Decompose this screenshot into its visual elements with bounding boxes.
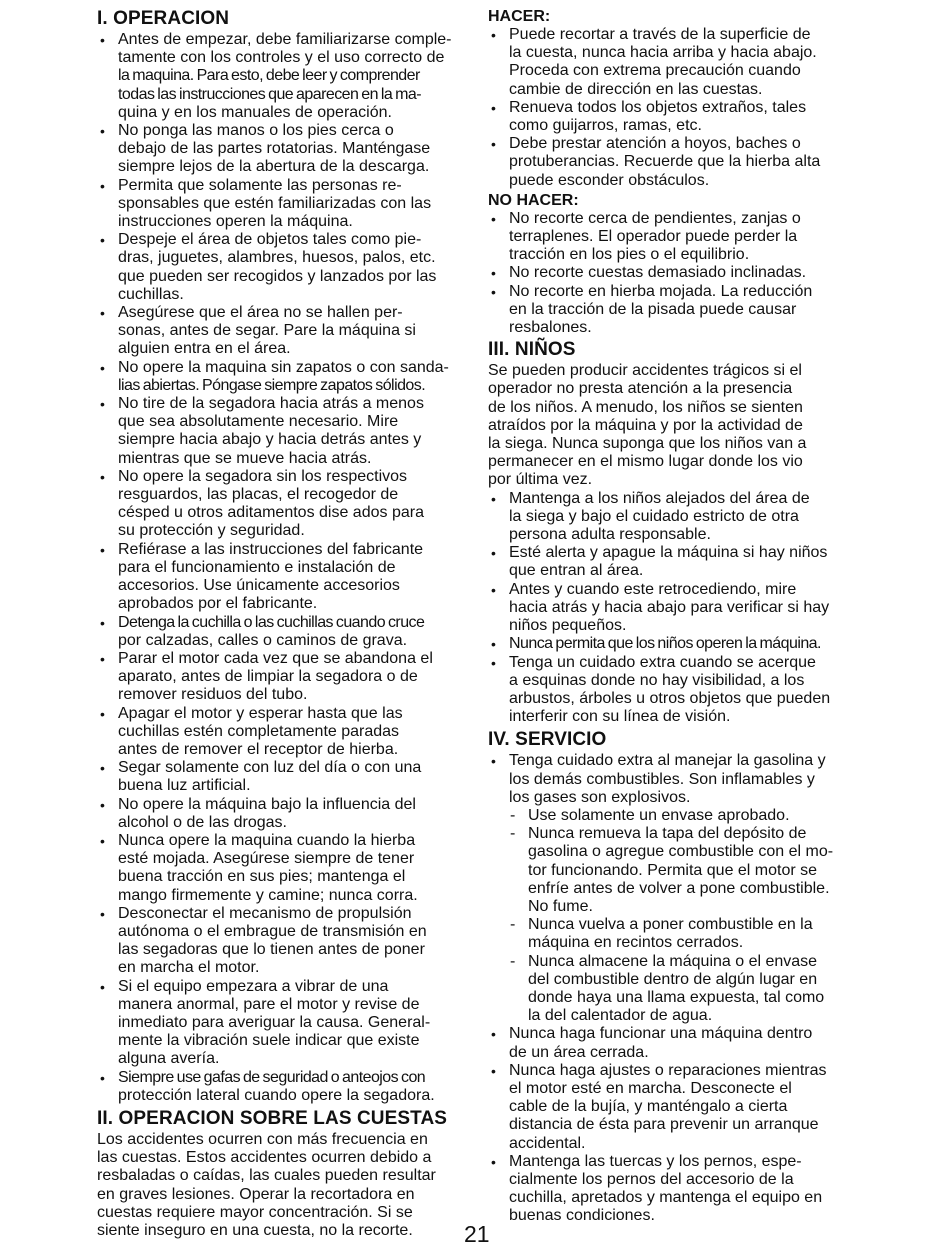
dash-item-line: tor funcionando. Permita que el motor se: [528, 861, 818, 879]
dash-list-item: [488, 807, 868, 825]
cuestas-paragraph: [97, 1131, 472, 1240]
bullet-item-line: alcohol o de las drogas.: [118, 813, 287, 831]
bullet-item-line: la siega y bajo el cuidado estricto de otra: [509, 507, 799, 525]
bullet-item-line: hacia atrás y hacia abajo para verificar si hay: [509, 598, 830, 616]
bullet-item-line: • Mantenga a los niños alejados del área de: [488, 490, 868, 508]
dash-item-line: del combustible dentro de algún lugar en: [528, 970, 818, 988]
paragraph-line: la siega. Nunca suponga que los niños van a: [488, 435, 807, 453]
bullet-list-item: [97, 304, 472, 359]
dash-item-line: donde haya una llama expuesta, tal como: [528, 988, 825, 1006]
dash-list-item: [488, 825, 868, 916]
bullet-item-line: los demás combustibles. Son inflamables y: [509, 770, 815, 788]
bullet-item-line: terraplenes. El operador puede perder la: [509, 228, 798, 246]
bullet-item-line: cialmente los pernos del accesorio de la: [509, 1170, 794, 1188]
paragraph-line: atraídos por la máquina y por la actividad de: [488, 416, 803, 434]
bullet-item-line: Proceda con extrema precaución cuando: [509, 62, 801, 80]
bullet-item-line: en la tracción de la pisada puede causar: [509, 300, 797, 318]
paragraph-line: las cuestas. Estos accidentes ocurren debido a: [97, 1149, 432, 1167]
bullet-list-item: [97, 395, 472, 468]
bullet-list-item: [97, 614, 472, 650]
bullet-list-item: [97, 832, 472, 905]
bullet-item-line: como guijarros, ramas, etc.: [509, 117, 702, 135]
bullet-item-line: que entran al área.: [509, 562, 644, 580]
hacer-list: [488, 26, 868, 190]
bullet-item-line: mente la vibración suele indicar que existe: [118, 1032, 420, 1050]
bullet-list-item: [488, 264, 868, 282]
bullet-item-line: • Tenga un cuidado extra cuando se acerque: [488, 654, 868, 672]
bullet-item-line: persona adulta responsable.: [509, 526, 711, 544]
bullet-item-line: resguardos, las placas, el recogedor de: [118, 486, 399, 504]
bullet-item-line: las segadoras que lo tienen antes de poner: [118, 941, 425, 959]
bullet-list-item: [488, 1062, 868, 1153]
bullet-item-line: la maquina. Para esto, debe leer y comprender: [118, 67, 420, 85]
bullet-item-line: • No recorte en hierba mojada. La reducción: [488, 283, 868, 301]
bullet-item-line: sonas, antes de segar. Pare la máquina si: [118, 322, 416, 340]
bullet-item-line: que pueden ser recogidos y lanzados por las: [118, 267, 437, 285]
bullet-list-item: [488, 210, 868, 265]
bullet-item-line: • Si el equipo empezara a vibrar de una: [97, 978, 472, 996]
bullet-item-line: todas las instrucciones que aparecen en la ma-: [118, 85, 422, 103]
bullet-item-line: • Nunca haga funcionar una máquina dentro: [488, 1025, 868, 1043]
bullet-item-line: • Puede recortar a través de la superficie de: [488, 26, 868, 44]
bullet-item-line: mango firmemente y camine; nunca corra.: [118, 886, 418, 904]
bullet-list-item: [488, 283, 868, 338]
bullet-item-line: protección lateral cuando opere la segadora.: [118, 1086, 435, 1104]
bullet-list-item: [97, 541, 472, 614]
bullet-item-line: tamente con los controles y el uso correcto de: [118, 49, 445, 67]
paragraph-line: por última vez.: [488, 471, 593, 489]
ninos-list: [488, 490, 868, 727]
paragraph-line: Los accidentes ocurren con más frecuencia en: [97, 1130, 428, 1148]
bullet-item-line: buenas condiciones.: [509, 1207, 655, 1225]
bullet-item-line: interferir con su línea de visión.: [509, 708, 731, 726]
section-heading-servicio: IV. SERVICIO: [488, 729, 607, 751]
subheading-no-hacer: NO HACER:: [488, 191, 579, 209]
bullet-item-first-line: • Tenga cuidado extra al manejar la gasolina y: [488, 752, 868, 770]
bullet-list-item: [97, 177, 472, 232]
bullet-item-line: • Siempre use gafas de seguridad o anteojos con: [97, 1069, 472, 1087]
bullet-item-line: • Permita que solamente las personas re-: [97, 177, 472, 195]
dash-item-line: - Nunca almacene la máquina o el envase: [488, 953, 868, 971]
bullet-item-line: • Asegúrese que el área no se hallen per-: [97, 304, 472, 322]
bullet-list-item: [97, 796, 472, 832]
bullet-item-line: • Renueva todos los objetos extraños, tales: [488, 99, 868, 117]
bullet-item-line: buena luz artificial.: [118, 777, 251, 795]
bullet-item-line: césped u otros aditamentos dise ados para: [118, 504, 424, 522]
ninos-paragraph: [488, 362, 868, 489]
bullet-list-item: [488, 544, 868, 580]
paragraph-line: siente inseguro en una cuesta, no la recorte.: [97, 1222, 413, 1239]
dash-list-item: [488, 916, 868, 952]
bullet-item-line: aparato, antes de limpiar la segadora o de: [118, 668, 418, 686]
bullet-item-line: lias abiertas. Póngase siempre zapatos sólidos.: [118, 376, 426, 394]
bullet-item-line: protuberancias. Recuerde que la hierba alta: [509, 153, 821, 171]
page-number: 21: [464, 1221, 490, 1247]
dash-item-line: enfríe antes de volver a pone combustible.: [528, 879, 830, 897]
dash-item-line: - Nunca vuelva a poner combustible en la: [488, 916, 868, 934]
section-heading-ninos: III. NIÑOS: [488, 339, 576, 361]
bullet-item-line: distancia de ésta para prevenir un arranque: [509, 1116, 819, 1134]
bullet-item-line: • No ponga las manos o los pies cerca o: [97, 122, 472, 140]
bullet-item-line: arbustos, árboles u otros objetos que pueden: [509, 689, 831, 707]
subheading-hacer: HACER:: [488, 8, 551, 25]
no-hacer-list: [488, 210, 868, 337]
dash-item-line: - Use solamente un envase aprobado.: [488, 807, 868, 825]
bullet-item-line: inmediato para averiguar la causa. General-: [118, 1013, 431, 1031]
servicio-item-1: [488, 752, 868, 807]
bullet-list-item: [488, 1153, 868, 1226]
bullet-item-line: que sea absolutamente necesario. Mire: [118, 413, 399, 431]
bullet-item-line: • Refiérase a las instrucciones del fabricante: [97, 541, 472, 559]
bullet-item-line: • Desconectar el mecanismo de propulsión: [97, 905, 472, 923]
paragraph-line: operador no presta atención a la presencia: [488, 380, 793, 398]
bullet-item-line: buena tracción en sus pies; mantenga el: [118, 868, 406, 886]
bullet-item-line: • Segar solamente con luz del día o con una: [97, 759, 472, 777]
bullet-list-item: [488, 654, 868, 727]
bullet-item-line: manera anormal, pare el motor y revise de: [118, 995, 420, 1013]
paragraph-line: de los niños. A menudo, los niños se sienten: [488, 398, 803, 416]
bullet-item-line: • No opere la maquina sin zapatos o con sanda-: [97, 359, 472, 377]
bullet-list-item: [97, 231, 472, 304]
bullet-item-line: alguien entra en el área.: [118, 340, 291, 358]
bullet-item-line: siempre hacia abajo y hacia detrás antes y: [118, 431, 422, 449]
bullet-item-line: accesorios. Use únicamente accesorios: [118, 577, 400, 595]
bullet-item-line: autónoma o el embrague de transmisión en: [118, 922, 427, 940]
bullet-list-item: [488, 581, 868, 636]
bullet-list-item: [97, 705, 472, 760]
bullet-item-line: • Apagar el motor y esperar hasta que las: [97, 705, 472, 723]
bullet-item-line: • Nunca haga ajustes o reparaciones mientras: [488, 1062, 868, 1080]
bullet-item-line: debajo de las partes rotatorias. Manténgase: [118, 140, 431, 158]
paragraph-line: permanecer en el mismo lugar donde los vio: [488, 453, 803, 471]
section-heading-cuestas: II. OPERACION SOBRE LAS CUESTAS: [97, 1107, 448, 1129]
bullet-item-line: • No opere la máquina bajo la influencia del: [97, 796, 472, 814]
bullet-item-line: la cuesta, nunca hacia arriba y hacia abajo.: [509, 44, 817, 62]
dash-item-line: máquina en recintos cerrados.: [528, 934, 744, 952]
bullet-item-line: dras, juguetes, alambres, huesos, palos, etc.: [118, 249, 436, 267]
bullet-list-item: [488, 26, 868, 99]
bullet-list-item: [97, 650, 472, 705]
left-column: [97, 6, 472, 1240]
bullet-list-item: [97, 359, 472, 395]
bullet-item-line: • Debe prestar atención a hoyos, baches o: [488, 135, 868, 153]
bullet-item-line: cuchillas.: [118, 285, 184, 303]
bullet-item-line: su protección y seguridad.: [118, 522, 305, 540]
bullet-list-item: [97, 122, 472, 177]
bullet-list-item: [488, 1025, 868, 1061]
bullet-item-line: • Nunca opere la maquina cuando la hierba: [97, 832, 472, 850]
bullet-item-line: • Esté alerta y apague la máquina si hay niños: [488, 544, 868, 562]
bullet-item-line: cuchillas estén completamente paradas: [118, 722, 400, 740]
bullet-list-item: [97, 31, 472, 122]
dash-list-item: [488, 953, 868, 1026]
bullet-item-line: • Despeje el área de objetos tales como pie-: [97, 231, 472, 249]
bullet-item-line: cambie de dirección en las cuestas.: [509, 80, 763, 98]
bullet-item-line: los gases son explosivos.: [509, 788, 691, 806]
bullet-item-line: a esquinas donde no hay visibilidad, a los: [509, 671, 805, 689]
bullet-item-line: sponsables que estén familiarizadas con las: [118, 194, 432, 212]
bullet-item-line: de un área cerrada.: [509, 1043, 649, 1061]
dash-item-line: la del calentador de agua.: [528, 1007, 713, 1025]
bullet-list-item: [488, 490, 868, 545]
paragraph-line: en graves lesiones. Operar la recortadora en: [97, 1185, 415, 1203]
bullet-item-line: resbalones.: [509, 319, 592, 337]
bullet-list-item: [97, 905, 472, 978]
servicio-list: [488, 1025, 868, 1225]
bullet-item-line: antes de remover el receptor de hierba.: [118, 740, 399, 758]
bullet-item-line: • Nunca permita que los niños operen la máquina.: [488, 635, 868, 653]
bullet-item-line: • No tire de la segadora hacia atrás a menos: [97, 395, 472, 413]
bullet-item-line: puede esconder obstáculos.: [509, 171, 710, 189]
bullet-item-line: • Parar el motor cada vez que se abandona el: [97, 650, 472, 668]
bullet-item-line: cable de la bujía, y manténgalo a cierta: [509, 1098, 788, 1116]
bullet-item-line: remover residuos del tubo.: [118, 686, 308, 704]
dash-item-line: - Nunca remueva la tapa del depósito de: [488, 825, 868, 843]
right-column: [488, 6, 868, 1226]
bullet-item-line: • Mantenga las tuercas y los pernos, espe-: [488, 1153, 868, 1171]
bullet-item-line: en marcha el motor.: [118, 959, 260, 977]
bullet-item-line: • No recorte cuestas demasiado inclinadas.: [488, 264, 868, 282]
bullet-item-line: • No opere la segadora sin los respectivos: [97, 468, 472, 486]
bullet-item-line: accidental.: [509, 1134, 586, 1152]
operacion-list: [97, 31, 472, 1105]
bullet-item-line: siempre lejos de la abertura de la descarga.: [118, 158, 430, 176]
bullet-item-line: por calzadas, calles o caminos de grava.: [118, 631, 408, 649]
bullet-item-line: esté mojada. Asegúrese siempre de tener: [118, 850, 415, 868]
bullet-item-line: • No recorte cerca de pendientes, zanjas o: [488, 210, 868, 228]
paragraph-line: cuestas requiere mayor concentración. Si se: [97, 1203, 413, 1221]
bullet-list-item: [97, 468, 472, 541]
paragraph-line: resbaladas o caídas, las cuales pueden resultar: [97, 1167, 436, 1185]
bullet-item-line: instrucciones operen la máquina.: [118, 213, 353, 231]
servicio-subitems: [488, 807, 868, 1025]
bullet-item-line: el motor esté en marcha. Desconecte el: [509, 1079, 792, 1097]
bullet-list-item: [488, 135, 868, 190]
bullet-item-line: • Antes y cuando este retrocediendo, mire: [488, 581, 868, 599]
bullet-list-item: [97, 759, 472, 795]
bullet-item-line: aprobados por el fabricante.: [118, 595, 318, 613]
bullet-item-line: cuchilla, apretados y mantenga el equipo en: [509, 1189, 823, 1207]
bullet-item-line: tracción en los pies o el equilibrio.: [509, 246, 750, 264]
bullet-list-item: [97, 1069, 472, 1105]
bullet-item-line: • Antes de empezar, debe familiarizarse comple-: [97, 31, 472, 49]
section-heading-operacion: I. OPERACION: [97, 8, 230, 29]
bullet-item-line: niños pequeños.: [509, 617, 627, 635]
bullet-item-line: • Detenga la cuchilla o las cuchillas cuando cruce: [97, 614, 472, 632]
bullet-list-item: [488, 99, 868, 135]
paragraph-line: Se pueden producir accidentes trágicos si el: [488, 362, 802, 380]
bullet-item-line: alguna avería.: [118, 1050, 220, 1068]
bullet-item-line: quina y en los manuales de operación.: [118, 103, 392, 121]
dash-item-line: No fume.: [528, 897, 593, 915]
bullet-item-line: mientras que se mueve hacia atrás.: [118, 449, 372, 467]
bullet-item-line: para el funcionamiento e instalación de: [118, 558, 396, 576]
dash-item-line: gasolina o agregue combustible con el mo-: [528, 843, 834, 861]
bullet-list-item: [488, 635, 868, 653]
bullet-list-item: [97, 978, 472, 1069]
